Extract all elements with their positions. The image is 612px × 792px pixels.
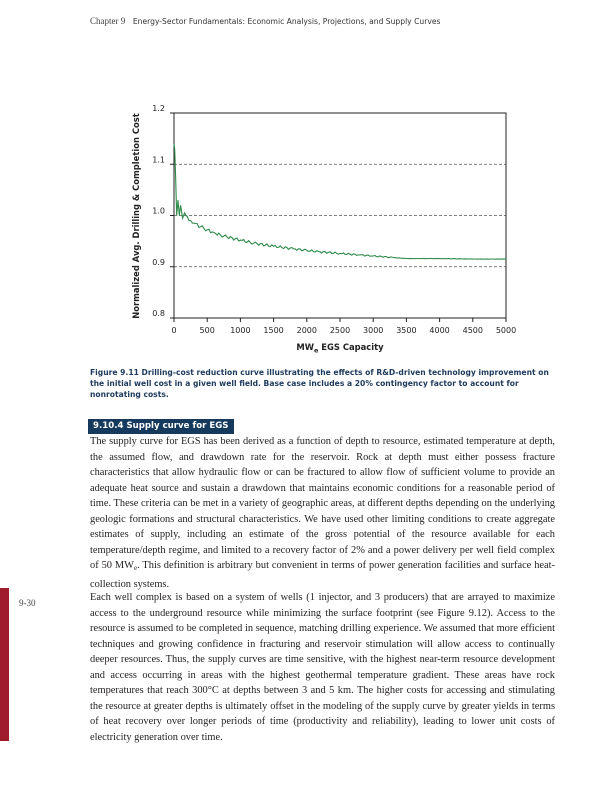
svg-text:0.8: 0.8 [152,309,165,318]
svg-text:3500: 3500 [396,326,417,335]
svg-text:4500: 4500 [462,326,483,335]
section-heading: 9.10.4 Supply curve for EGS [88,419,234,434]
figure-caption: Figure 9.11 Drilling-cost reduction curve illustrating the effects of R&D-driven technology improvement on the initial well cost in a given well field. Base case includes a 20% contingency factor to account for nonrotating costs. [90,368,549,399]
x-axis-ticks [171,318,516,335]
page-number: 9-30 [19,598,36,608]
drilling-cost-chart [120,100,540,360]
paragraph-1-text-b: . This definition is arbitrary but convenient in terms of power generation facilities and surface heat-collection systems. [90,560,555,590]
subscript-e: e [133,564,138,572]
svg-text:1500: 1500 [263,326,284,335]
paragraph-1 [90,434,555,592]
svg-text:3000: 3000 [363,326,384,335]
svg-text:1000: 1000 [230,326,251,335]
running-head [90,16,440,26]
svg-text:2000: 2000 [296,326,317,335]
svg-text:5000: 5000 [495,326,517,335]
chapter-label: Chapter 9 [90,16,126,26]
svg-text:0: 0 [171,326,177,335]
svg-text:1.1: 1.1 [152,155,165,165]
paragraph-1-text-a: The supply curve for EGS has been derived as a function of depth to resource, estimated temperature at depth, the assumed flow, and drawdown rate for the reservoir. Rock at depth must either possess fracture characteristics that allow hydraulic flow or can be fractured to allow flow of sufficient volume to provide an adequate heat source and sustain a drawdown that maintains economic conditions for a reasonable period of time. These criteria can be met in a variety of geographic areas, at different depths depending on the underlying geologic formations and structural characteristics. We have used other limiting conditions to create aggregate estimates of supply, including an estimate of the gross potential of the resource available for each temperature/depth regime, and limited to a recovery factor of 2% and a power delivery per well field complex of 50 MW [90,436,555,571]
margin-accent-bar [0,588,9,741]
chapter-title: Energy-Sector Fundamentals: Economic Analysis, Projections, and Supply Curves [132,17,441,26]
y-axis-label: Normalized Avg. Drilling & Completion Cost [131,113,141,319]
grid-lines [174,164,506,267]
svg-text:1.0: 1.0 [152,206,165,216]
x-axis-label: $MW_e$ EGS Capacity [296,342,384,355]
svg-text:4000: 4000 [429,326,450,335]
svg-text:2500: 2500 [329,326,351,335]
y-axis-ticks [152,104,174,318]
paragraph-2: Each well complex is based on a system of wells (1 injector, and 3 producers) that are arrayed to maximize access to the underground resource while minimizing the surface footprint (see Figure 9.12). Access to the resource is assumed to be completed in sequence, matching drilling experience. We assumed that more efficient techniques and growing confidence in fracturing and reservoir stimulation will allow access to continually deeper resources. Thus, the supply curves are time sensitive, with the highest near-term resource development and access occurring in areas with the highest geothermal temperature gradient. These areas have rock temperatures that reach 300°C at depths between 3 and 5 km. The higher costs for accessing and stimulating the resource at greater depths is ultimately offset in the modeling of the supply curve by greater yields in terms of heat recovery over longer periods of time (productivity and reliability), leading to lower unit costs of electricity generation over time. [90,592,555,743]
svg-text:500: 500 [199,326,215,335]
svg-text:0.9: 0.9 [152,257,165,267]
svg-text:1.2: 1.2 [152,104,165,113]
cost-curve-line [174,144,506,259]
